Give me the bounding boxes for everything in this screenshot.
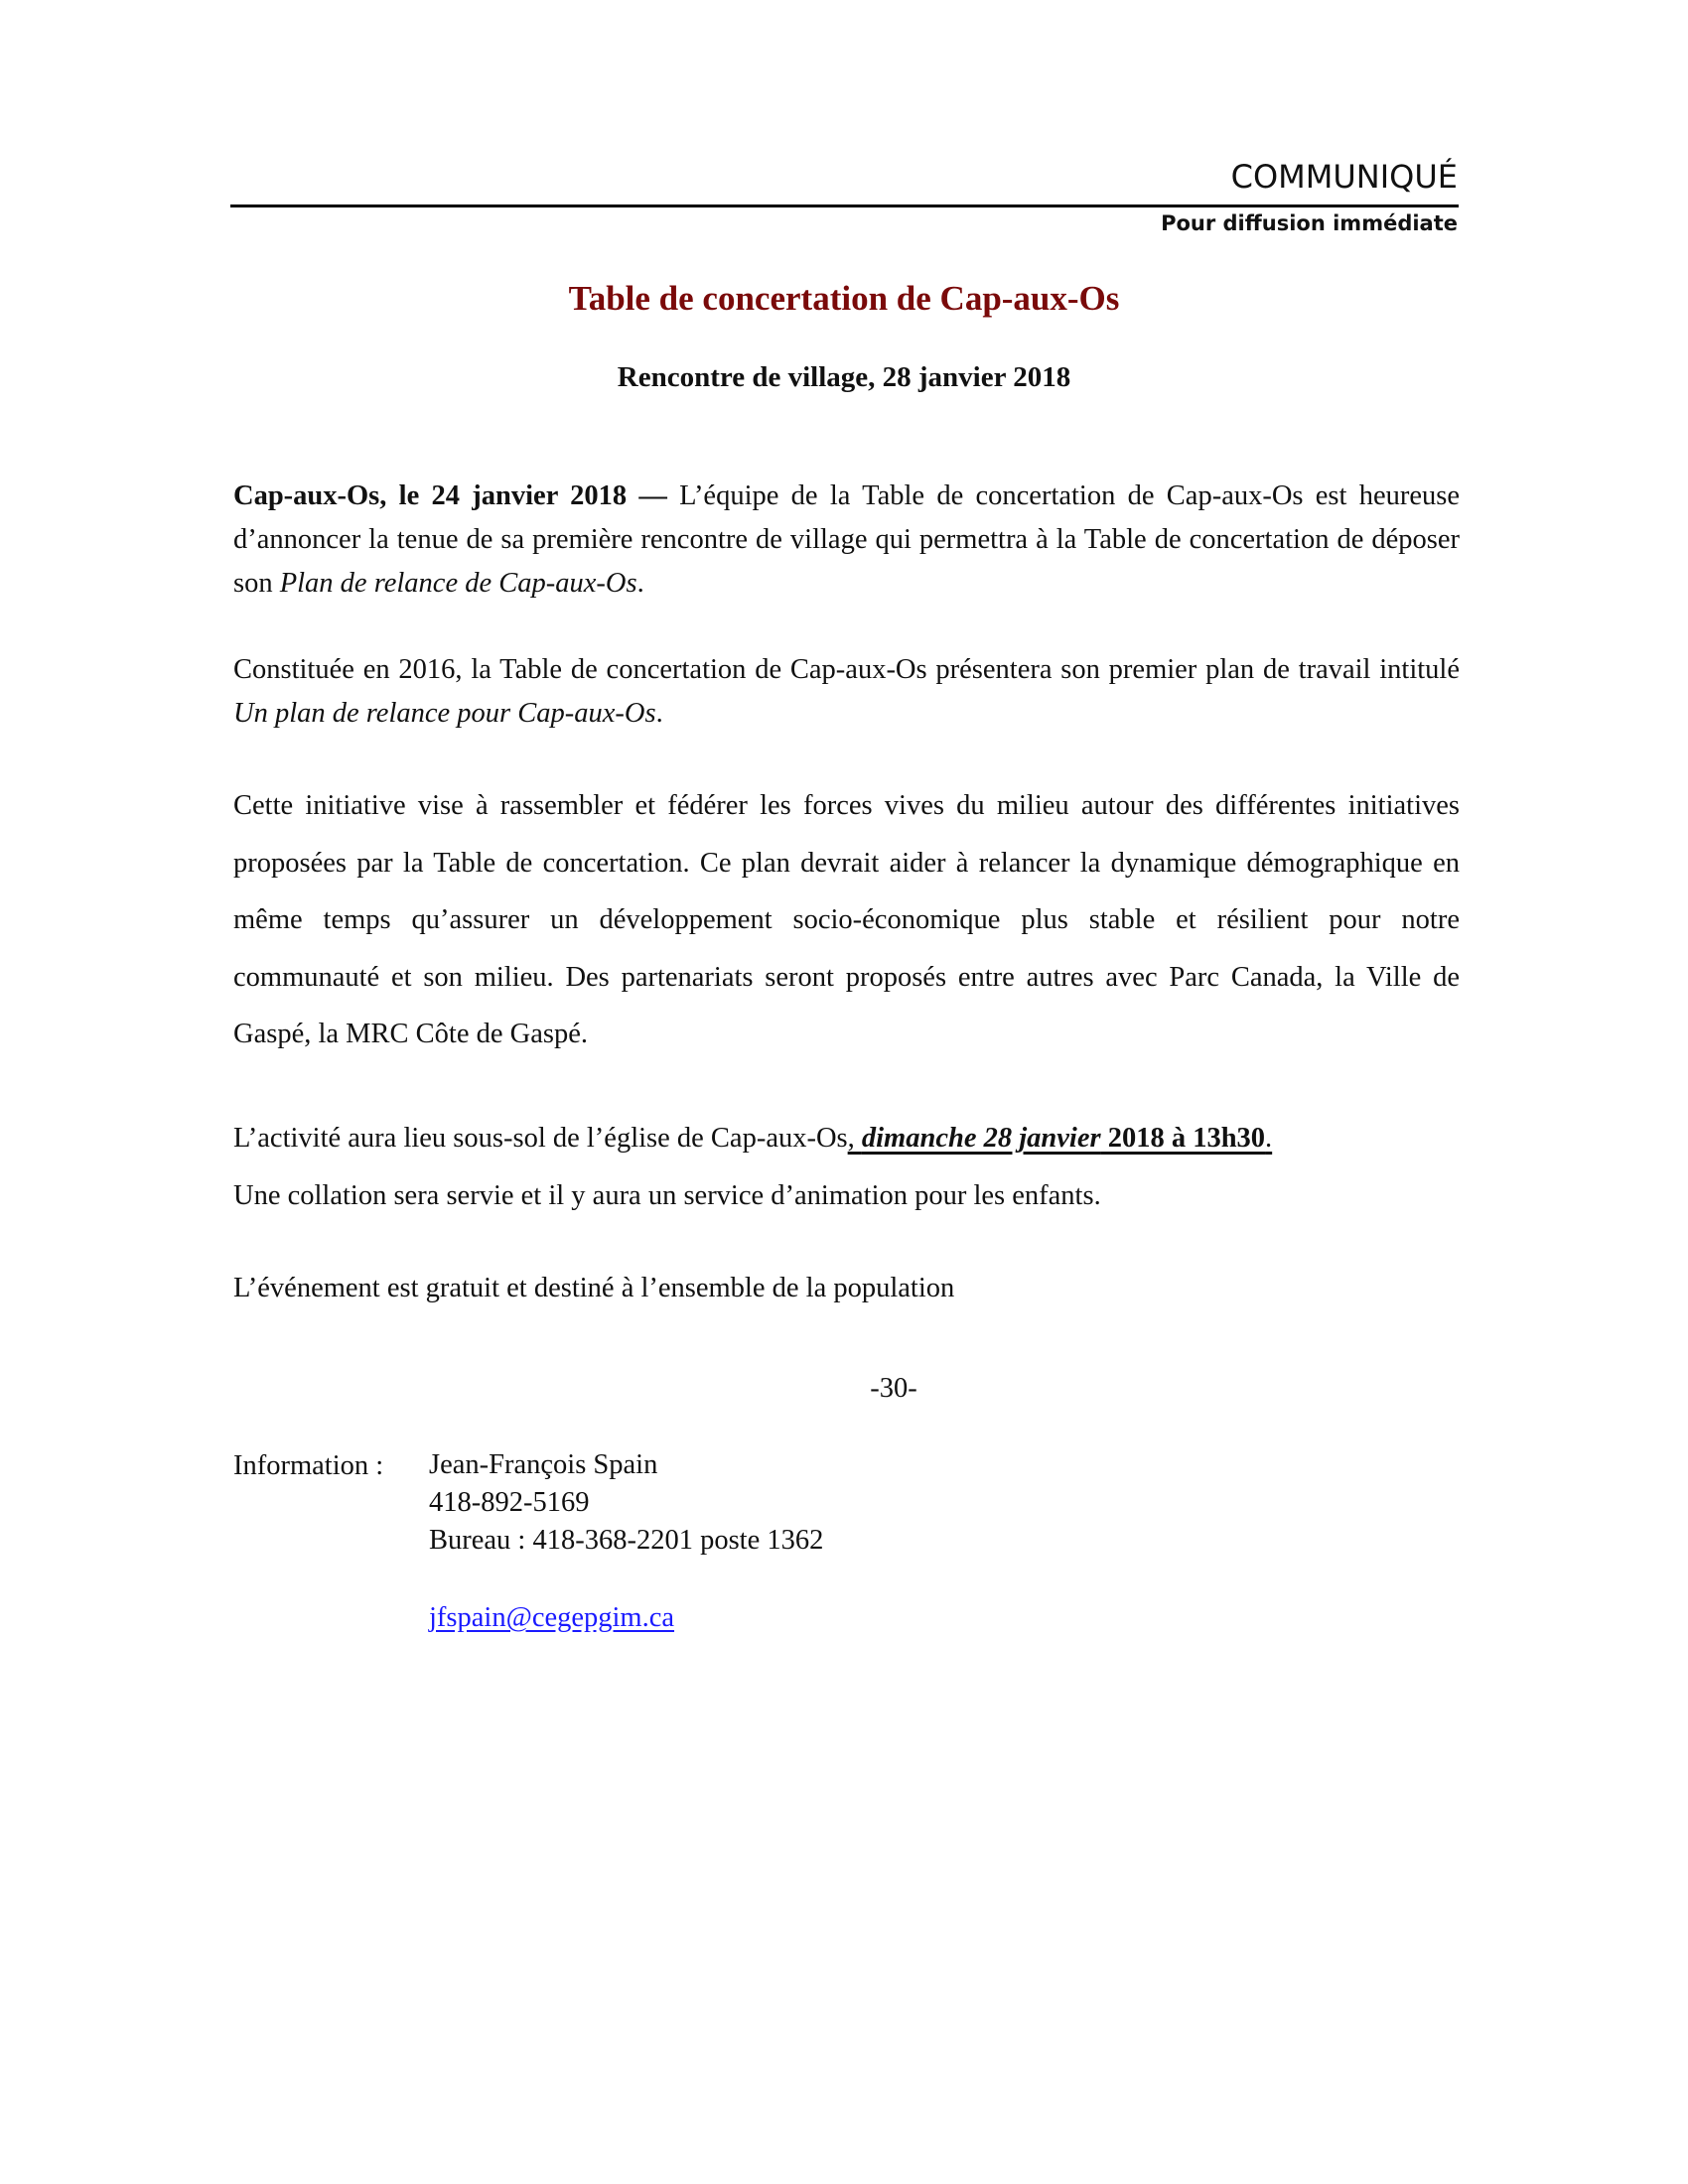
contact-label: Information : <box>233 1450 384 1481</box>
document-title: Table de concertation de Cap-aux-Os <box>568 279 1120 318</box>
activity-time: 2018 à 13h30 <box>1100 1123 1266 1154</box>
end-mark: -30- <box>870 1373 917 1404</box>
dateline: Cap-aux-Os, le 24 janvier 2018 — <box>233 480 667 511</box>
activity-snack-text: Une collation sera servie et il y aura un service d’animation pour les enfants. <box>233 1180 1101 1211</box>
intro-end: . <box>636 568 644 599</box>
document-subtitle: Rencontre de village, 28 janvier 2018 <box>617 361 1071 393</box>
activity-location: L’activité aura lieu sous-sol de l’église de Cap-aux-Os <box>233 1123 848 1154</box>
paragraph-initiative: Cette initiative vise à rassembler et fédérer les forces vives du milieu autour des différentes initiatives proposées par la Table de concertation. Ce plan devrait aider à relancer la dynamique démographique en même temps qu’assurer un développement socio-économique plus stable et résilient pour notre communauté et son milieu. Des partenariats seront proposés entre autres avec Parc Canada, la Ville de Gaspé, la MRC Côte de Gaspé. <box>233 790 1460 1049</box>
header-label: COMMUNIQUÉ <box>1230 158 1458 196</box>
intro-text: L’équipe de la Table de concertation de Cap-aux-Os est heureuse d’annoncer la tenue de sa première rencontre de village qui permettra à la Table de concertation de déposer son <box>233 480 1460 599</box>
paragraph-intro <box>233 475 1460 606</box>
header-sublabel: Pour diffusion immédiate <box>1161 211 1458 235</box>
activity-comma: , <box>847 1123 862 1154</box>
header-rule <box>230 205 1459 207</box>
plan-name-emphasis: Un plan de relance pour Cap-aux-Os <box>233 698 656 729</box>
activity-day: dimanche 28 janvier <box>861 1123 1101 1154</box>
constitution-end: . <box>655 698 663 729</box>
activity-period: . <box>1265 1123 1273 1154</box>
contact-phone: 418-892-5169 <box>429 1487 590 1518</box>
contact-office-phone: Bureau : 418-368-2201 poste 1362 <box>429 1525 824 1556</box>
contact-details <box>429 1446 823 1560</box>
activity-date-underlined <box>848 1123 1273 1154</box>
contact-name: Jean-François Spain <box>429 1449 658 1480</box>
plan-title-emphasis: Plan de relance de Cap-aux-Os <box>279 568 637 599</box>
contact-email-link[interactable]: jfspain@cegepgim.ca <box>429 1602 675 1633</box>
constitution-text: Constituée en 2016, la Table de concertation de Cap-aux-Os présentera son premier plan de travail intitulé <box>233 654 1460 685</box>
paragraph-free-event: L’événement est gratuit et destiné à l’ensemble de la population <box>233 1273 955 1303</box>
paragraph-activity <box>233 1110 1460 1225</box>
paragraph-constitution <box>233 648 1460 736</box>
